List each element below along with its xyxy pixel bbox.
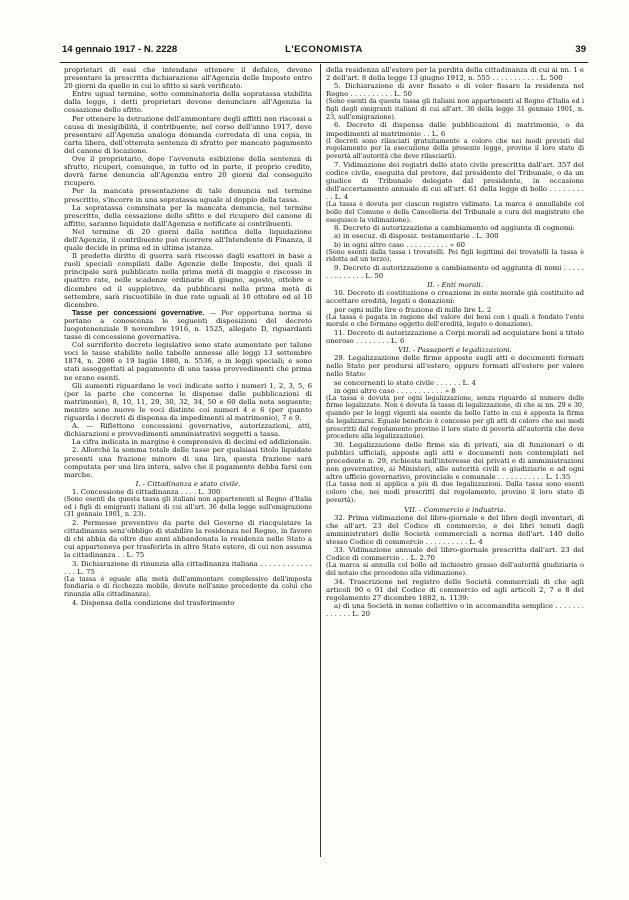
- paragraph-text: a) in esecuz. di disposiz. testamentarie . L. 300: [334, 232, 499, 241]
- paragraph: [64, 90, 312, 114]
- paragraph: [326, 441, 584, 481]
- paragraph-text: a) di una Società in nome collettivo o in accomandita semplice . . . . . . . . . . . . . L. 20: [326, 601, 584, 618]
- paragraph-text: (I decreti sono rilasciati gratuitamente a coloro che nei modi previsti dal regolamento per la esecuzione della presente legge, provino il loro stato di povertà all'autorità che deve rilasciarli).: [326, 136, 584, 161]
- paragraph: [64, 496, 312, 519]
- paragraph-text: Ove il proprietario, dopo l'avvenuta esibizione della sentenza di sfratto, ricuperi, comunque, in tutto od in parte, il proprio credito, dovrà farne denuncia all'Agenzia entro 20 giorni dal conseguito ricupero.: [64, 155, 312, 188]
- paragraph-text: della residenza all'estero per la perdita della cittadinanza di cui ai nn. 1 e 2 dell'art. 8 della legge 13 giugno 1912, n. 555 . . . . . . . . . . . L. 500: [326, 66, 584, 83]
- paragraph: [64, 115, 312, 155]
- paragraph: [326, 546, 584, 562]
- paragraph-text: 6. Decreto di dispensa dalle pubblicazioni di matrimonio, o da impedimenti al matrimonio . . L. 6: [326, 121, 584, 138]
- paragraph-text: VII. - Commercio e industria.: [404, 505, 506, 514]
- paragraph: [64, 382, 312, 422]
- paragraph: [326, 138, 584, 161]
- paragraph: [64, 519, 312, 559]
- paragraph-text: Nel termine di 20 giorni dalla notifica della liquidazione dell'Agenzia, il contribuente può ricorrere all'Intendente di Finanza, il quale decide in prima ed in ultima istanza.: [64, 227, 312, 253]
- paragraph-text: Col surriferito decreto legislativo sono state aumentate per talune voci le tasse stabilite nelle tabelle annesse alle leggi 13 settembre 1874, n. 2086 e 19 luglio 1880, n. 5536, o in leggi speciali; e sono stati assoggettati al pagamento di una tassa provvedimenti che prima ne erano esenti.: [64, 341, 312, 382]
- paragraph-text: (La marca si annulla col bollo ad inchiostro grasso dell'autorità giudiziaria o del notaio che procedono alla vidimazione).: [326, 561, 584, 577]
- paragraph: [64, 422, 312, 438]
- paragraph-text: 8. Decreto di autorizzazione a cambiamento od aggiunta di cognomi:: [334, 224, 575, 233]
- paragraph: [326, 98, 584, 121]
- paragraph-text: Entro ugual termine, sotto comminatoria della sopratassa stabilita dalla legge, i detti proprietari devono denunciare all'Agenzia la cessazione dello sfitto.: [64, 90, 312, 115]
- paragraph: [326, 346, 584, 354]
- section-title: Tasse per concessioni governative.: [72, 307, 205, 317]
- paragraph: [64, 438, 312, 446]
- paragraph: [326, 249, 584, 264]
- paragraph-text: Gli aumenti riguardano le voci indicate sotto i numeri 1, 2, 3, 5, 6 (per la parte che concerne le dispense dalle pubblicazioni di matrimonio), 8, 10, 11, 29, 30, 32, 34, 50 e 60 della nota seguente; mentre sono nuove le voci distinte coi numeri 4 e 6 (per quanto riguarda i decreti di dispensa da impedimenti al matrimonio), 7 e 9.: [64, 381, 312, 423]
- paragraph: [64, 341, 312, 381]
- paragraph: [326, 354, 584, 378]
- paragraph: [326, 379, 584, 387]
- paragraph: [64, 228, 312, 252]
- page-number: 39: [575, 44, 586, 55]
- paragraph: [326, 395, 584, 441]
- paragraph-text: Per ottenere la detrazione dell'ammontare degli affitti non riscossi a causa di inesigibilità, il contribuente, nel corso dell'anno 1917, deve presentare all'Agenzia analoga domanda corredata di una copia, in carta libera, dell'ottenuta sentenza di sfratto per mancato pagamento del canone di locazione.: [64, 114, 312, 155]
- paragraph: [326, 562, 584, 577]
- paragraph-text: (La tassa è dovuta per ogni legalizzazione, senza riguardo al numero delle firme legalizzate. Non è dovuta la tassa di legalizzazione, di che ai nn. 29 e 30, quando per le leggi vigenti sia esente da bollo l'atto in cui è apposta la firma da legalizzarsi. Eguale beneficio è concesso per gli atti di coloro che nei modi prescritti dal regolamento provino il loro stato di povertà all'autorità che deve procedere alla legalizzazione).: [326, 393, 584, 441]
- paragraph: [326, 481, 584, 504]
- paragraph: [326, 66, 584, 82]
- paragraph-text: (La tassa è eguale alla metà dell'ammontare complessivo dell'imposta fondiaria e di ricchezza mobile, dovute nell'anno precedente da colui che rinunzia alla cittadinanza).: [64, 574, 312, 599]
- paragraph-text: 5. Dichiarazione di aver fissato o di voler fissare la residenza nel Regno . . . . . . . . . . L. 50: [326, 82, 584, 99]
- paragraph: [64, 446, 312, 478]
- right-column: [326, 66, 584, 858]
- paragraph-text: — Per opportuna norma si portano a conoscenza le seguenti disposizioni del decreto luogotenenziale 9 novembre 1916, n. 1525, allegato D, riguardanti tasse di concessione governativa.: [64, 308, 312, 342]
- paragraph-text: (La tassa è dovuta per ciascun registro vidimato. La marca è annullabile col bollo del Comune o della Cancelleria del Tribunale a cura del magistrato che eseguisce la vidimazione).: [326, 200, 584, 224]
- left-column: [64, 66, 312, 858]
- paragraph: [326, 232, 584, 240]
- paragraph-text: II. - Enti morali.: [427, 281, 483, 290]
- paragraph-text: 10. Decreto di costituzione o creazione in ente morale già costituito ad accettare eredità, legati o donazioni:: [326, 289, 584, 306]
- paragraph-text: La cifra indicata in margine è comprensiva di decimi ed addizionale.: [72, 438, 312, 447]
- paragraph-text: 2. Permesso preventivo da parte del Governo di riacquistare la cittadinanza senz'obbligo di stabilire la residenza nel Regno, in favore di chi abbia da oltre due anni abbandonata la residenza nello Stato a cui apparteneva per trasferirla in altro Stato estero, di cui non assuma la cittadinanza . . L. 75: [64, 519, 312, 560]
- paragraph-text: 30. Legalizzazione delle firme sia di privati, sia di funzionari o di pubblici ufficiali, apposte agli atti e documenti non contemplati nel precedente n. 29, richiesta nell'interesse dei privati e di amministrazioni non governative, ai Ministeri, alle autorità civili e giudiziarie e ad ogni altro ufficio governativo, provinciale e comunale . . . . . . . . . . . L. 1.35: [326, 440, 584, 482]
- paragraph-text: 7. Vidimazione dei registri dello stato civile prescritta dall'art. 357 del codice civile, eseguita dal pretore, dal presidente del Tribunale, o da un giudice di Tribunale delegato dal presidente, in occasione dell'accertamento annuale di cui all'art. 61 della legge di bollo . . . . . . . . . . L. 4: [326, 160, 584, 202]
- paragraph-text: 33. Vidimazione annuale del libro-giornale prescritta dall'art. 23 del Codice di commercio . . L. 2.70: [326, 546, 584, 563]
- paragraph-text: per ogni mille lire o frazione di mille lire L. 2: [334, 305, 492, 314]
- paragraph-text: (La tassa è pagata in ragione del valore dei beni con i quali è fondato l'ente morale o che formano oggetto dell'eredità, legato o donazione).: [326, 312, 584, 329]
- header-rule: [60, 62, 588, 63]
- paragraph-text: (Sono esenti dalla tassa i trovatelli. Pei figli legittimi dei trovatelli la tassa è ridotta ad un terzo).: [326, 247, 584, 264]
- paragraph: [326, 264, 584, 280]
- paragraph-text: 4. Dispensa della condizione del trasferimento: [72, 598, 235, 607]
- running-header: [62, 44, 586, 60]
- paragraph: [64, 204, 312, 228]
- paragraph-text: b) in ogni altro caso . . . . . . . . . . » 60: [334, 240, 466, 249]
- paragraph-text: proprietari di essi che intendano ottenere il defalco, devono presentare la prescritta dichiarazione all'Agenzia delle Imposte entro 20 giorni da quello in cui lo sfitto si sarà verificato.: [64, 66, 312, 91]
- issue-date: 14 gennaio 1917 - N. 2228: [62, 44, 178, 55]
- paragraph: [326, 314, 584, 329]
- paragraph-text: 2. Allorchè la somma totale delle tasse per qualsiasi titolo liquidate presenti una frazione minore di una lira, questa frazione sarà computata per una lira intera, salvo che il pagamento debba farsi con marche.: [64, 446, 312, 479]
- paragraph: [326, 514, 584, 546]
- paragraph: [64, 576, 312, 599]
- paragraph: [64, 187, 312, 203]
- paragraph: [64, 309, 312, 341]
- paragraph-text: 11. Decreto di autorizzazione a Corpi morali ad acquistare beni a titolo oneroso . . . . . . . . L. 6: [326, 329, 584, 346]
- paragraph: [64, 252, 312, 309]
- paragraph: [64, 155, 312, 187]
- paragraph: [326, 329, 584, 345]
- paragraph-text: Per la mancata presentazione di tale denuncia nel termine prescritto, s'incorre in una sopratassa uguale al doppio della tassa.: [64, 187, 312, 204]
- paragraph: [326, 224, 584, 232]
- paragraph-text: VII. - Passaporti e legalizzazioni.: [398, 346, 512, 355]
- paragraph-text: 9. Decreto di autorizzazione a cambiamento od aggiunta di nomi . . . . . . . . . . . . . . L. 50: [326, 264, 584, 281]
- paragraph-text: A. — Riflettono concessioni governative, autorizzazioni, atti, dichiarazioni e provvedimenti amministrativi soggetti a tassa.: [64, 422, 312, 439]
- paragraph: [326, 161, 584, 201]
- paragraph: [326, 289, 584, 305]
- paragraph: [64, 599, 312, 607]
- paragraph-text: (Sono esenti da questa tassa gli italiani non appartenenti al Regno d'Italia ed i figli di emigranti italiani di cui all'art. 36 della legge sull'emigrazione (31 gennaio 1901, n. 23).: [64, 494, 312, 519]
- paragraph-text: I. - Cittadinanza e stato civile.: [135, 479, 241, 488]
- paragraph: [326, 201, 584, 224]
- paragraph: [326, 121, 584, 137]
- journal-title: L'ECONOMISTA: [285, 44, 363, 55]
- paragraph-text: 1. Concessione di cittadinanza . . . . L. 300: [72, 487, 221, 496]
- column-divider: [320, 64, 321, 857]
- paragraph-text: 32. Prima vidimazione del libro-giornale e del libro degli inventari, di che all'art. 23 del Codice di commercio, e dei libri tenuti dagli amministratori delle Società commerciali a norma dell'art. 140 dello stesso Codice di commercio . . . . . . . . . . L. 4: [326, 513, 584, 546]
- paragraph: [326, 578, 584, 602]
- paragraph-text: Il predetto diritto di guerra sarà riscosso dagli esattori in base a ruoli speciali compilati dalle Agenzie delle Imposte, dei quali il principale sarà pubblicato nella prima metà di maggio e riscosso in quattro rate, nelle scadenze ordinarie di giugno, agosto, ottobre e dicembre ed il suppletivo, da pubblicarsi nella prima metà di settembre, sarà riscuotibile in due rate uguali al 10 ottobre ed al 10 dicembre.: [64, 252, 312, 309]
- paragraph-text: 3. Dichiarazione di rinunzia alla cittadinanza italiana . . . . . . . . . . . . . . . L. 75: [64, 559, 312, 576]
- paragraph: [64, 480, 312, 488]
- paragraph-text: 29. Legalizzazione delle firme apposte sugli atti e documenti formati nello Stato per prodursi all'estero, oppure formati all'estero per valere nello Stato:: [326, 354, 584, 379]
- paragraph-text: (Sono esenti da questa tassa gli italiani non appartenenti al Regno d'Italia ed i figli degli emigranti italiani di cui all'art. 36 della legge 31 gennaio 1901, n. 23, sull'emigrazione).: [326, 97, 584, 121]
- paragraph: [326, 602, 584, 618]
- paragraph-text: se concernenti lo stato civile . . . . . . L. 4: [334, 378, 476, 387]
- paragraph: [326, 82, 584, 98]
- paragraph-text: La sopratassa comminata per la mancata denuncia, nel termine prescritto, della cessazione dello sfitto e del ricupero del canone di affitto, saranno liquidate dall'Agenzia e notificate ai contribuenti.: [64, 203, 312, 228]
- paragraph: [326, 506, 584, 514]
- paragraph-text: (La tassa non si applica a più di due legalizzazioni. Dalla tassa sono esenti coloro che, nei modi prescritti dal regolamento, provino il loro stato di povertà).: [326, 480, 584, 504]
- paragraph: [64, 66, 312, 90]
- paragraph-text: in ogni altro caso . . . . . . . . . . . » 8: [334, 386, 456, 395]
- paragraph-text: 34. Trascrizione nel registro delle Società commerciali di che agli articoli 90 e 91 del Codice di commercio ed agli articoli 2, 7 e 8 del regolamento 27 dicembre 1882, n. 1139:: [326, 577, 584, 602]
- paragraph: [64, 560, 312, 576]
